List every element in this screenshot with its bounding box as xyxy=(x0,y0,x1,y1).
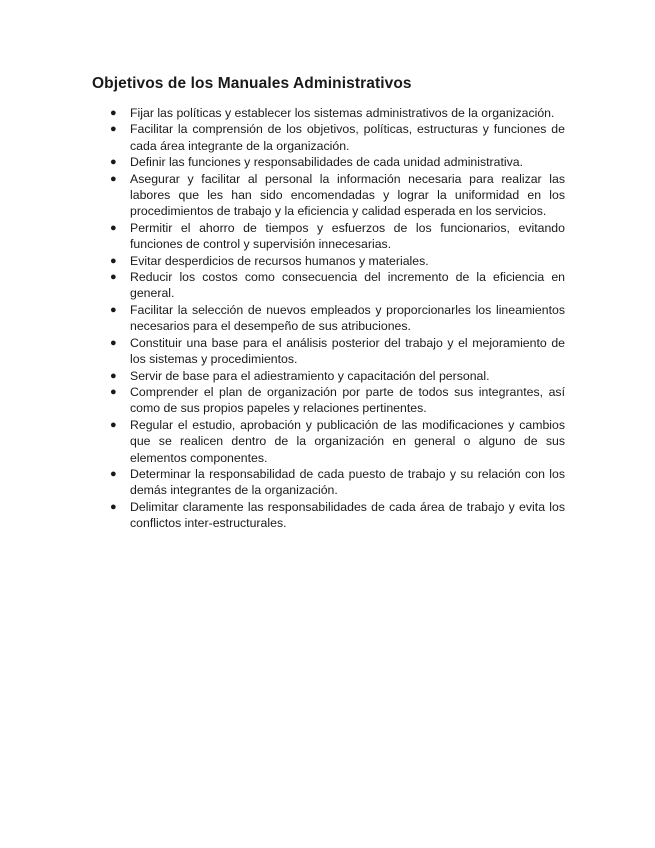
list-item xyxy=(92,105,565,121)
list-item xyxy=(92,253,565,269)
list-item xyxy=(92,302,565,335)
list-item-text: Permitir el ahorro de tiempos y esfuerzos de los funcionarios, evitando funciones de control y supervisión innecesarias. xyxy=(130,220,565,252)
bullet-icon: ● xyxy=(110,467,117,480)
list-item-text: Regular el estudio, aprobación y publicación de las modificaciones y cambios que se realicen dentro de la organización en general o alguno de sus elementos componentes. xyxy=(130,417,565,465)
list-item xyxy=(92,335,565,368)
bullet-icon: ● xyxy=(110,172,117,185)
list-item xyxy=(92,466,565,499)
bullet-icon: ● xyxy=(110,369,117,382)
list-item-text: Fijar las políticas y establecer los sistemas administrativos de la organización. xyxy=(130,106,555,120)
list-item-text: Reducir los costos como consecuencia del incremento de la eficiencia en general. xyxy=(130,270,565,301)
list-item-text: Servir de base para el adiestramiento y capacitación del personal. xyxy=(130,368,490,383)
list-item-text: Comprender el plan de organización por parte de todos sus integrantes, así como de sus propios papeles y relaciones pertinentes. xyxy=(130,384,565,416)
bullet-icon: ● xyxy=(110,418,117,431)
list-item xyxy=(92,384,565,417)
list-item-text: Determinar la responsabilidad de cada puesto de trabajo y su relación con los demás integrantes de la organización. xyxy=(130,466,565,498)
bullet-icon: ● xyxy=(110,123,117,136)
list-item-text: Evitar desperdicios de recursos humanos y materiales. xyxy=(130,253,429,268)
page-title: Objetivos de los Manuales Administrativos xyxy=(92,75,412,92)
list-item-text: Facilitar la comprensión de los objetivos, políticas, estructuras y funciones de cada área integrante de la organización. xyxy=(130,122,565,153)
bullet-icon: ● xyxy=(110,271,117,284)
bullet-icon: ● xyxy=(110,254,117,267)
list-item-text: Facilitar la selección de nuevos empleados y proporcionarles los lineamientos necesarios para el desempeño de sus atribuciones. xyxy=(130,302,565,334)
bullet-icon: ● xyxy=(110,500,117,513)
list-item xyxy=(92,121,565,154)
list-item-text: Constituir una base para el análisis posterior del trabajo y el mejoramiento de los sistemas y procedimientos. xyxy=(130,335,565,367)
list-item xyxy=(92,220,565,253)
list-item xyxy=(92,154,565,170)
list-item xyxy=(92,417,565,466)
list-item xyxy=(92,269,565,302)
bullet-icon: ● xyxy=(110,221,117,234)
bullet-icon: ● xyxy=(110,107,117,119)
objectives-list xyxy=(92,105,565,532)
list-item xyxy=(92,368,565,384)
list-item-text: Definir las funciones y responsabilidades de cada unidad administrativa. xyxy=(130,155,524,170)
list-item-text: Asegurar y facilitar al personal la información necesaria para realizar las labores que les han sido encomendadas y lograr la uniformidad en los procedimientos de trabajo y la eficiencia y calidad esperada en los servicios. xyxy=(130,171,565,219)
bullet-icon: ● xyxy=(110,336,117,349)
bullet-icon: ● xyxy=(110,303,117,316)
bullet-icon: ● xyxy=(110,385,117,398)
list-item xyxy=(92,499,565,532)
list-item-text: Delimitar claramente las responsabilidades de cada área de trabajo y evita los conflictos inter-estructurales. xyxy=(130,499,565,531)
bullet-icon: ● xyxy=(110,156,117,169)
list-item xyxy=(92,171,565,220)
